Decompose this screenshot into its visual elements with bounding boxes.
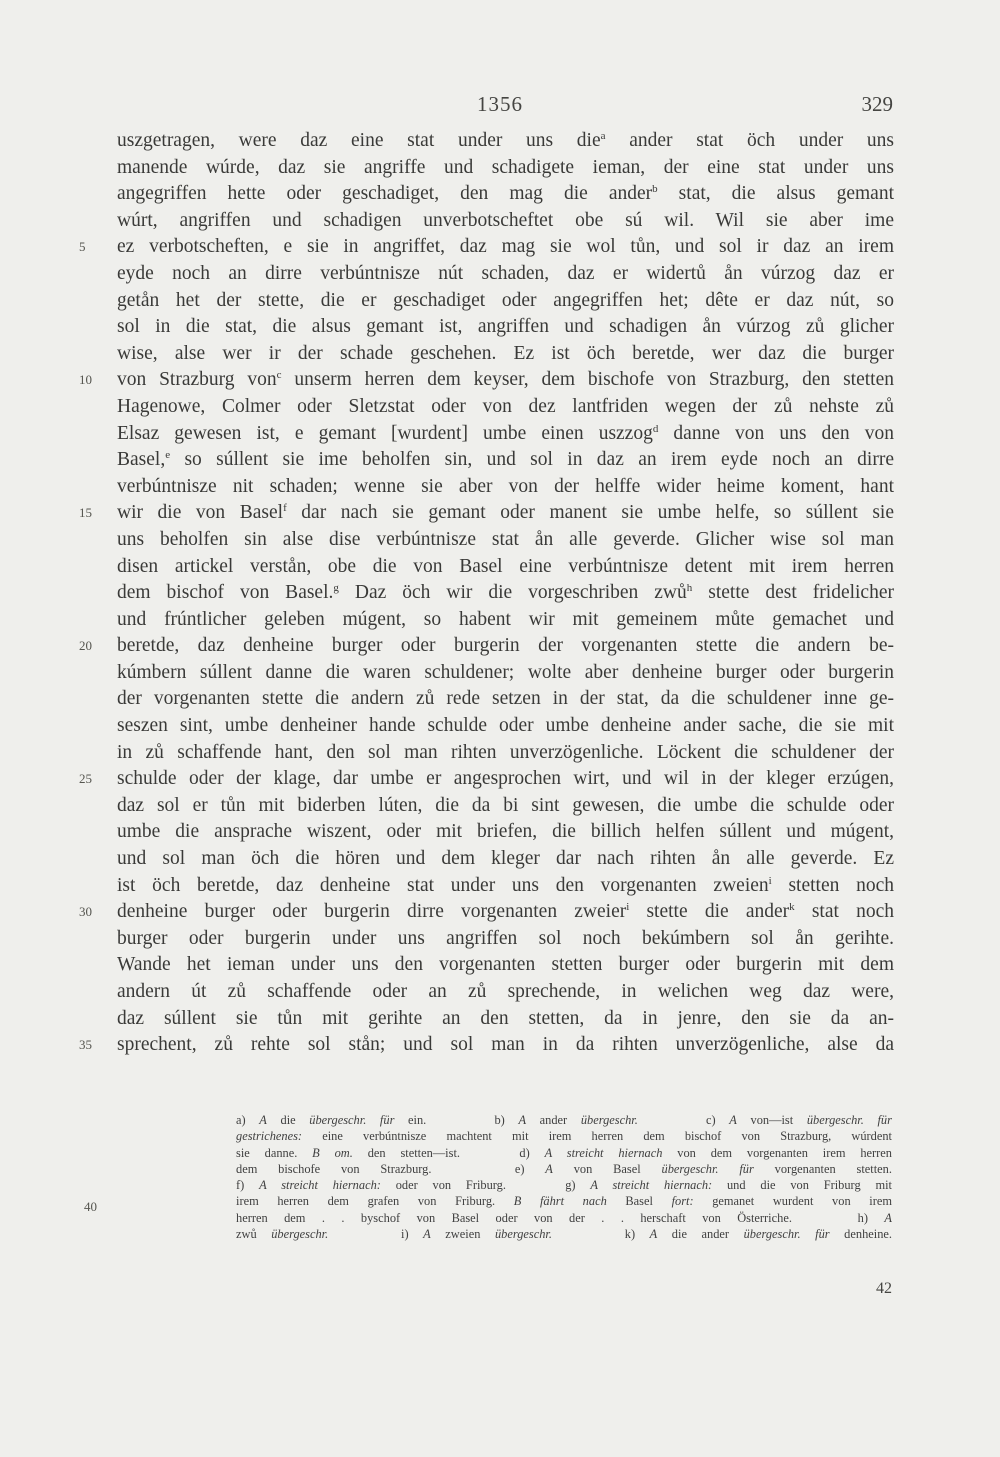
line-text: uns beholfen sin alse dise verbúntnisze stat ån alle geverde. Glicher wise sol man [117,528,894,550]
line-text: eyde noch an dirre verbúntnisze nút schaden, daz er widertů ån vúrzog daz er [117,262,894,284]
text-line [117,394,894,421]
text-line [117,1006,894,1033]
text-line [117,873,894,900]
line-text: getån het der stette, die er geschadiget oder angegriffen het; dête er daz nút, so [117,289,894,311]
text-line [79,633,894,660]
footnote-line-number: 40 [84,1199,97,1214]
line-text: in zů schaffende hant, den sol man rihten unverzögenliche. Löckent die schuldener der [117,741,894,763]
text-line [117,447,894,474]
text-line [117,554,894,581]
line-text: wise, alse wer ir der schade geschehen. Ez ist öch beretde, wer daz die burger [117,342,894,364]
line-text: umbe die ansprache wiszent, oder mit briefen, die billich helfen súllent und múgent, [117,821,894,843]
text-line [117,713,894,740]
line-text: daz súllent sie tůn mit gerihte an den stetten, da in jenre, den sie da an- [117,1007,894,1029]
line-text: angegriffen hette oder geschadiget, den mag die ander$^b$ stat, die alsus gemant [117,183,894,205]
line-text: ez verbotscheften, e sie in angriffet, daz mag sie wol tůn, und sol ir daz an irem [117,236,894,258]
line-text: von Strazburg von$^c$ unserm herren dem keyser, dem bischofe von Strazburg, den stetten [117,369,894,391]
text-line [117,926,894,953]
line-text: burger oder burgerin under uns angriffen sol noch bekúmbern sol ån gerihte. [117,927,894,949]
line-text: verbúntnisze nit schaden; wenne sie aber von der helffe wider heime koment, hant [117,475,894,497]
line-text: Basel,$^e$ so súllent sie ime beholfen sin, und sol in daz an irem eyde noch an dirre [117,449,894,471]
line-text: daz sol er tůn mit biderben lúten, die da bi sint gewesen, die umbe die schulde oder [117,794,894,816]
main-text [79,128,895,1059]
text-line [117,128,894,155]
text-line [117,952,894,979]
line-text: Wande het ieman under uns den vorgenanten stetten burger oder burgerin mit dem [117,954,894,976]
line-text: seszen sint, umbe denheiner hande schulde oder umbe denheine ander sache, die sie mit [117,715,894,737]
line-number: 20 [79,638,92,654]
line-text: und frúntlicher geleben múgent, so habent wir mit gemeinem můte gemachet und [117,608,894,630]
text-line [117,208,894,235]
text-line [117,181,894,208]
text-line [117,819,894,846]
line-number: 25 [79,771,92,787]
text-line [117,607,894,634]
text-line [79,899,895,926]
line-text: dem bischof von Basel.$^g$ Daz öch wir die vorgeschriben zwů$^h$ stette dest fridelicher [117,582,894,604]
text-line [117,155,894,182]
footnote-line: gestrichenes: eine verbúntnisze machtent mit irem herren dem bischof von Strazburg, wúrdent [236,1129,892,1144]
footnote-line: f) A streicht hiernach: oder von Friburg. g) A streicht hiernach: und die von Friburg mit [236,1178,892,1193]
line-text: wúrt, angriffen und schadigen unverbotscheftet obe sú wil. Wil sie aber ime [117,209,894,231]
running-header [0,92,1000,118]
line-text: denheine burger oder burgerin dirre vorgenanten zweier$^i$ stette die ander$^k$ stat noch [117,901,895,923]
text-line [79,766,894,793]
line-number: 10 [79,372,92,388]
text-line [117,979,894,1006]
line-number: 30 [79,904,92,920]
signature-mark: 42 [876,1280,892,1297]
line-number: 15 [79,505,92,521]
text-line [117,527,894,554]
text-line [79,234,894,261]
text-line [117,288,894,315]
line-text: Elsaz gewesen ist, e gemant [wurdent] umbe einen uszzog$^d$ danne von uns den von [117,422,894,444]
text-line [117,314,894,341]
line-text: disen artickel verstån, obe die von Basel eine verbúntnisze detent mit irem herren [117,555,894,577]
text-line [117,580,894,607]
line-number: 5 [79,239,86,255]
line-text: ist öch beretde, daz denheine stat under uns den vorgenanten zweien$^i$ stetten noch [117,874,895,896]
footnote-line: zwů übergeschr. i) A zweien übergeschr. k) A die ander übergeschr. für denheine. [236,1227,893,1242]
footnote-line: irem herren dem grafen von Friburg. B fährt nach Basel fort: gemanet wurdent von irem [236,1194,892,1209]
line-text: Hagenowe, Colmer oder Sletzstat oder von dez lantfriden wegen der zů nehste zů [117,395,894,417]
line-text: der vorgenanten stette die andern zů rede setzen in der stat, da die schuldener inne ge- [117,688,894,710]
text-line [117,846,894,873]
text-line [79,1032,894,1059]
text-line [117,686,894,713]
line-text: sol in die stat, die alsus gemant ist, angriffen und schadigen ån vúrzog zů glicher [117,316,894,338]
line-text: beretde, daz denheine burger oder burgerin der vorgenanten stette die andern be- [117,635,894,657]
footnotes [236,1112,892,1242]
page-number: 329 [861,92,893,116]
text-line [79,500,895,527]
text-line [117,474,894,501]
footnote-line: a) A die übergeschr. für ein. b) A ander übergeschr. c) A von—ist übergeschr. für [236,1113,892,1127]
footnote-line: herren dem . . byschof von Basel oder von der . . herschaft von Österriche. h) A [236,1210,892,1225]
footnote-line: sie danne. B om. den stetten—ist. d) A streicht hiernach von dem vorgenanten irem herren [236,1145,892,1160]
line-number: 35 [79,1037,92,1053]
header-year: 1356 [477,92,523,116]
line-text: und sol man öch die hören und dem kleger dar nach rihten ån alle geverde. Ez [117,848,894,870]
text-line [117,793,894,820]
line-text: andern út zů schaffende oder an zů sprechende, in welichen weg daz were, [117,981,894,1002]
line-text: uszgetragen, were daz eine stat under uns die$^a$ ander stat öch under uns [117,130,895,151]
text-line [117,261,894,288]
line-text: sprechent, zů rehte sol stån; und sol man in da rihten unverzögenliche, alse da [117,1034,894,1056]
text-line [79,367,894,394]
text-line [117,660,894,687]
line-text: manende wúrde, daz sie angriffe und schadigete ieman, der eine stat under uns [117,156,894,178]
footnote-line: dem bischofe von Strazburg. e) A von Basel übergeschr. für vorgenanten stetten. [236,1161,892,1176]
text-line [117,740,894,767]
text-line [117,341,894,368]
line-text: wir die von Basel$^f$ dar nach sie gemant oder manent sie umbe helfe, so súllent sie [117,502,895,524]
line-text: schulde oder der klage, dar umbe er angesprochen wirt, und wil in der kleger erzúgen, [117,768,894,790]
line-text: kúmbern súllent danne die waren schuldener; wolte aber denheine burger oder burgerin [117,661,894,683]
text-line [117,421,894,448]
